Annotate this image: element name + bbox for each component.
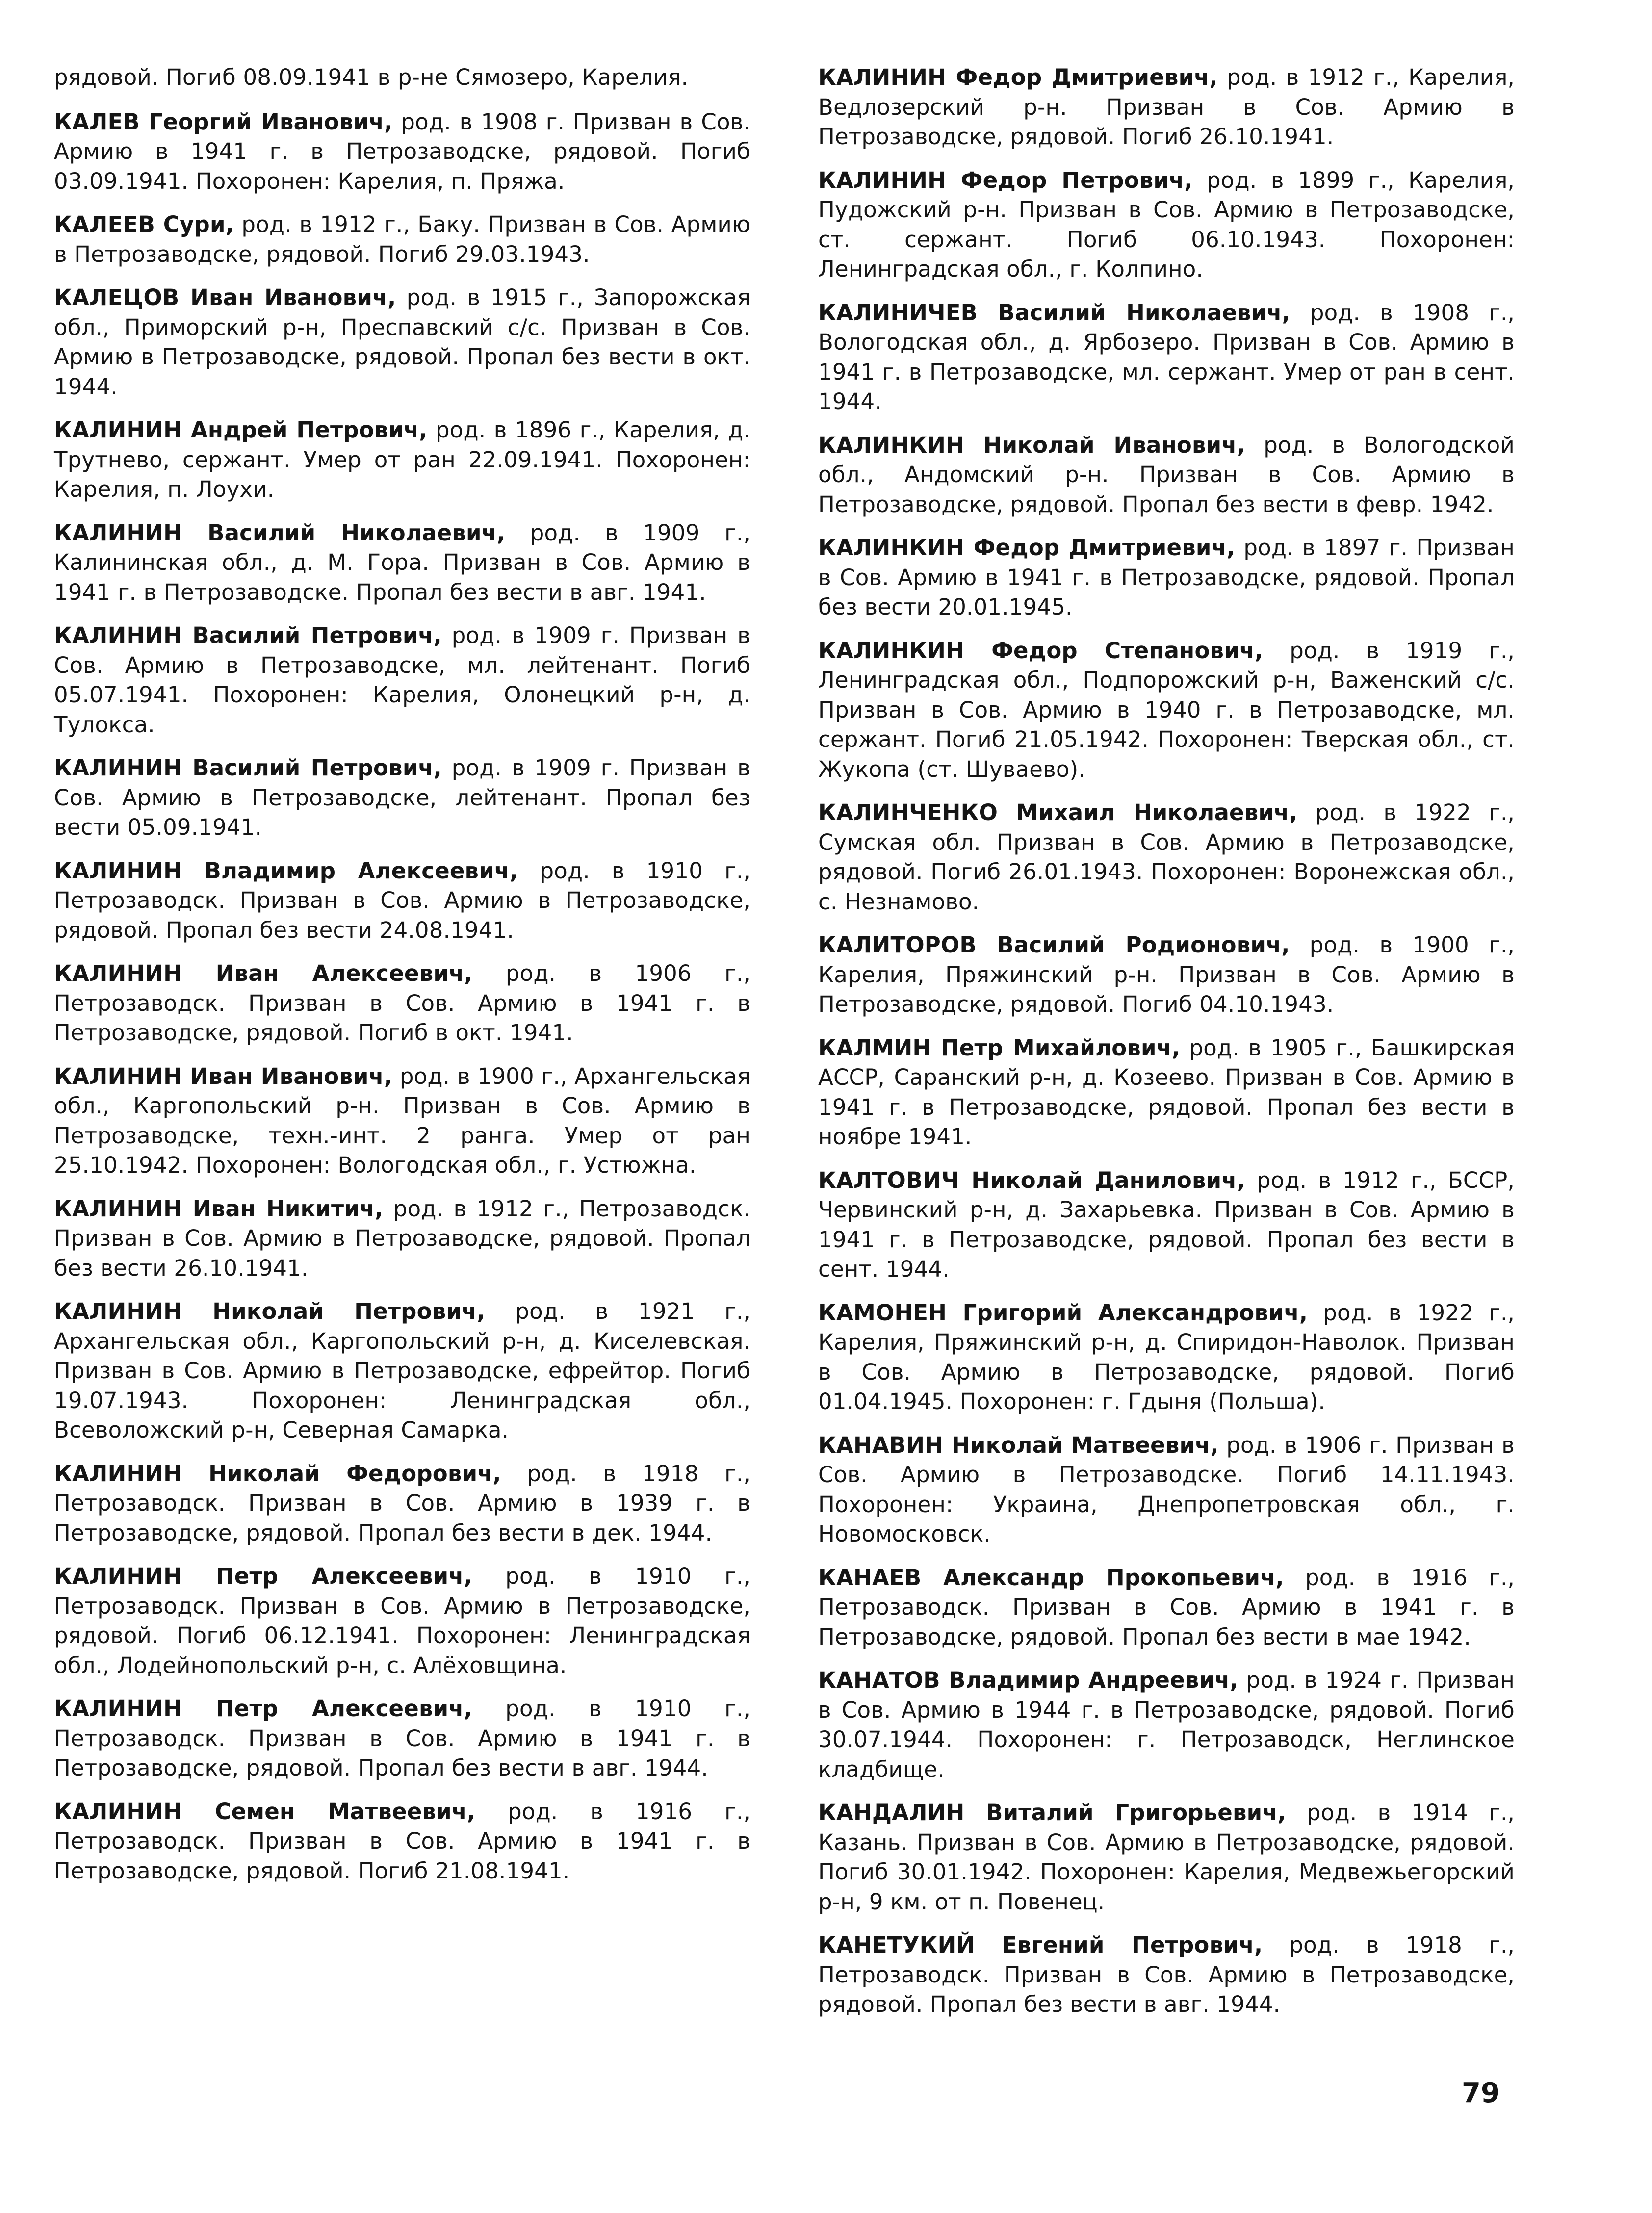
entry bbox=[818, 1298, 1515, 1417]
entry-text: род. в 1909 г., Калининская обл., д. М. Гора. Призван в Сов. Армию в 1941 г. в Петрозаводске. Пропал без вести в авг. 1941. bbox=[54, 519, 750, 605]
entry-name: КАЛТОВИЧ Николай Данилович, bbox=[818, 1167, 1245, 1193]
entry-name: КАЛИНИН Петр Алексеевич, bbox=[54, 1563, 472, 1589]
entry-text: род. в 1912 г., БССР, Червинский р-н, д. Захарьевка. Призван в Сов. Армию в 1941 г. в Петрозаводске, рядовой. Пропал без вести в сент. 1944. bbox=[818, 1167, 1515, 1282]
entry bbox=[54, 1297, 750, 1445]
entry-text: род. в 1916 г., Петрозаводск. Призван в Сов. Армию в 1941 г. в Петрозаводске, рядовой. Погиб 21.08.1941. bbox=[54, 1798, 750, 1884]
entry-name: КАЛИНИН Семен Матвеевич, bbox=[54, 1798, 476, 1825]
entry bbox=[818, 1798, 1515, 1917]
entry-text: род. в 1912 г., Карелия, Ведлозерский р-н. Призван в Сов. Армию в Петрозаводске, рядовой. Погиб 26.10.1941. bbox=[818, 64, 1515, 150]
entry-text: род. в 1910 г., Петрозаводск. Призван в Сов. Армию в 1941 г. в Петрозаводске, рядовой. Пропал без вести в авг. 1944. bbox=[54, 1696, 750, 1781]
entry bbox=[818, 63, 1515, 152]
entry bbox=[54, 210, 750, 269]
entry-name: КАЛИНИН Федор Дмитриевич, bbox=[818, 64, 1218, 90]
entry-name: КАЛЕЦОВ Иван Иванович, bbox=[54, 284, 396, 310]
entry-name: КАЛИНИН Василий Петрович, bbox=[54, 755, 442, 781]
entry-name: КАЛИНИН Иван Иванович, bbox=[54, 1063, 393, 1089]
entry-text: род. в 1922 г., Сумская обл. Призван в Сов. Армию в Петрозаводске, рядовой. Погиб 26.01.1943. Похоронен: Воронежская обл., с. Незнамово. bbox=[818, 799, 1515, 915]
entry bbox=[54, 107, 750, 197]
entry-text: род. в 1900 г., Архангельская обл., Каргопольский р-н. Призван в Сов. Армию в Петрозаводске, техн.-инт. 2 ранга. Умер от ран 25.10.1942. Похоронен: Вологодская обл., г. Устюжна. bbox=[54, 1063, 751, 1178]
entry-text: род. в 1905 г., Башкирская АССР, Саранский р-н, д. Козеево. Призван в Сов. Армию в 1941 г. в Петрозаводске, рядовой. Пропал без вести в ноябре 1941. bbox=[818, 1034, 1515, 1150]
entry-text: род. в 1906 г., Петрозаводск. Призван в Сов. Армию в 1941 г. в Петрозаводске, рядовой. Погиб в окт. 1941. bbox=[54, 960, 750, 1046]
entry bbox=[54, 1194, 750, 1284]
entry-text: род. в 1899 г., Карелия, Пудожский р-н. Призван в Сов. Армию в Петрозаводске, ст. сержант. Погиб 06.10.1943. Похоронен: Ленинградская обл., г. Колпино. bbox=[818, 167, 1515, 282]
entry-text: рядовой. Погиб 08.09.1941 в р-не Сямозеро, Карелия. bbox=[54, 64, 689, 90]
page-number: 79 bbox=[1462, 2077, 1500, 2109]
entry-name: КАЛЕВ Георгий Иванович, bbox=[54, 108, 393, 135]
entry bbox=[818, 1033, 1515, 1152]
entry-name: КАЛИНИН Николай Петрович, bbox=[54, 1298, 486, 1324]
entry-text: род. в 1916 г., Петрозаводск. Призван в Сов. Армию в 1941 г. в Петрозаводске, рядовой. Пропал без вести в мае 1942. bbox=[818, 1564, 1515, 1650]
entry-name: КАНАЕВ Александр Прокопьевич, bbox=[818, 1564, 1284, 1591]
entry-name: КАНДАЛИН Виталий Григорьевич, bbox=[818, 1800, 1286, 1826]
entry-text: род. в 1910 г., Петрозаводск. Призван в Сов. Армию в Петрозаводске, рядовой. Пропал без вести 24.08.1941. bbox=[54, 857, 750, 943]
entry-text: род. в Вологодской обл., Андомский р-н. Призван в Сов. Армию в Петрозаводске, рядовой. Пропал без вести в февр. 1942. bbox=[818, 432, 1515, 517]
entry-name: КАЛИНКИН Федор Дмитриевич, bbox=[818, 535, 1236, 561]
entry bbox=[54, 518, 750, 608]
entry-text: род. в 1924 г. Призван в Сов. Армию в 1944 г. в Петрозаводске, рядовой. Погиб 30.07.1944. Похоронен: г. Петрозаводск, Неглинское кладбище. bbox=[818, 1667, 1515, 1782]
entry-text: род. в 1918 г., Петрозаводск. Призван в Сов. Армию в 1939 г. в Петрозаводске, рядовой. Пропал без вести в дек. 1944. bbox=[54, 1460, 750, 1546]
entry-name: КАЛИНЧЕНКО Михаил Николаевич, bbox=[818, 799, 1298, 825]
entry-text: род. в 1912 г., Баку. Призван в Сов. Армию в Петрозаводске, рядовой. Погиб 29.03.1943. bbox=[54, 211, 751, 267]
left-column bbox=[54, 63, 750, 1900]
entry-name: КАНЕТУКИЙ Евгений Петрович, bbox=[818, 1932, 1263, 1958]
entry bbox=[818, 930, 1515, 1020]
entry bbox=[54, 415, 750, 505]
entry-continuation bbox=[54, 63, 750, 93]
entry bbox=[818, 1166, 1515, 1285]
entry-text: род. в 1914 г., Казань. Призван в Сов. Армию в Петрозаводске, рядовой. Погиб 30.01.1942. Похоронен: Карелия, Медвежьегорский р-н, 9 км. от п. Повенец. bbox=[818, 1800, 1515, 1915]
entry bbox=[54, 1062, 750, 1181]
entry bbox=[818, 1930, 1515, 2020]
entry-text: род. в 1921 г., Архангельская обл., Каргопольский р-н, д. Киселевская. Призван в Сов. Армию в Петрозаводске, ефрейтор. Погиб 19.07.1943. Похоронен: Ленинградская обл., Всеволожский р-н, Северная Самарка. bbox=[54, 1298, 750, 1443]
entry-text: род. в 1906 г. Призван в Сов. Армию в Петрозаводске. Погиб 14.11.1943. Похоронен: Украина, Днепропетровская обл., г. Новомосковск. bbox=[818, 1432, 1515, 1547]
entry-name: КАЛЕЕВ Сури, bbox=[54, 211, 234, 237]
entry-name: КАЛИНКИН Николай Иванович, bbox=[818, 432, 1245, 458]
entry-text: род. в 1897 г. Призван в Сов. Армию в 1941 г. в Петрозаводске, рядовой. Пропал без вести 20.01.1945. bbox=[818, 535, 1515, 620]
entry bbox=[818, 1666, 1515, 1784]
entry bbox=[818, 298, 1515, 417]
entry-name: КАЛИНИН Андрей Петрович, bbox=[54, 417, 428, 443]
entry bbox=[54, 1694, 750, 1783]
entry bbox=[54, 1562, 750, 1680]
entry-name: КАЛИНИН Николай Федорович, bbox=[54, 1460, 501, 1487]
entry-text: род. в 1908 г., Вологодская обл., д. Ярбозеро. Призван в Сов. Армию в 1941 г. в Петрозаводске, мл. сержант. Умер от ран в сент. 1944. bbox=[818, 299, 1515, 414]
entry-text: род. в 1922 г., Карелия, Пряжинский р-н, д. Спиридон-Наволок. Призван в Сов. Армию в Петрозаводске, рядовой. Погиб 01.04.1945. Похоронен: г. Гдыня (Польша). bbox=[818, 1299, 1515, 1415]
entry-name: КАЛИНИН Петр Алексеевич, bbox=[54, 1696, 472, 1722]
entry-name: КАЛИНИН Федор Петрович, bbox=[818, 167, 1193, 193]
entry bbox=[818, 1563, 1515, 1652]
entry-name: КАЛИНИН Иван Никитич, bbox=[54, 1195, 384, 1222]
entry-text: род. в 1919 г., Ленинградская обл., Подпорожский р-н, Важенский с/с. Призван в Сов. Армию в 1940 г. в Петрозаводске, мл. сержант. Погиб 21.05.1942. Похоронен: Тверская обл., ст. Жукопа (ст. Шуваево). bbox=[818, 637, 1515, 782]
entry-text: род. в 1912 г., Петрозаводск. Призван в Сов. Армию в Петрозаводске, рядовой. Пропал без вести 26.10.1941. bbox=[54, 1195, 751, 1281]
entry-text: род. в 1918 г., Петрозаводск. Призван в Сов. Армию в Петрозаводске, рядовой. Пропал без вести в авг. 1944. bbox=[818, 1932, 1515, 2017]
entry-name: КАЛИНИН Владимир Алексеевич, bbox=[54, 857, 518, 884]
entry bbox=[818, 533, 1515, 622]
entry-text: род. в 1900 г., Карелия, Пряжинский р-н. Призван в Сов. Армию в Петрозаводске, рядовой. Погиб 04.10.1943. bbox=[818, 932, 1515, 1017]
entry bbox=[818, 798, 1515, 917]
entry-name: КАЛИНИН Василий Петрович, bbox=[54, 622, 442, 648]
entry-name: КАМОНЕН Григорий Александрович, bbox=[818, 1299, 1308, 1326]
entry-name: КАЛМИН Петр Михайлович, bbox=[818, 1034, 1181, 1061]
entry-name: КАЛИНКИН Федор Степанович, bbox=[818, 637, 1264, 664]
entry-text: род. в 1908 г. Призван в Сов. Армию в 1941 г. в Петрозаводске, рядовой. Погиб 03.09.1941. Похоронен: Карелия, п. Пряжа. bbox=[54, 108, 751, 194]
entry-name: КАЛИНИН Иван Алексеевич, bbox=[54, 960, 473, 986]
entry bbox=[818, 636, 1515, 785]
entry-text: род. в 1896 г., Карелия, д. Трутнево, сержант. Умер от ран 22.09.1941. Похоронен: Карелия, п. Лоухи. bbox=[54, 417, 751, 502]
entry-text: род. в 1909 г. Призван в Сов. Армию в Петрозаводске, мл. лейтенант. Погиб 05.07.1941. Похоронен: Карелия, Олонецкий р-н, д. Тулокса. bbox=[54, 622, 750, 738]
entry bbox=[818, 431, 1515, 520]
entry bbox=[54, 1797, 750, 1886]
entry bbox=[54, 1459, 750, 1548]
entry bbox=[54, 753, 750, 843]
entry bbox=[54, 283, 750, 402]
entry bbox=[54, 856, 750, 946]
entry-name: КАЛИТОРОВ Василий Родионович, bbox=[818, 932, 1290, 958]
entry-text: род. в 1909 г. Призван в Сов. Армию в Петрозаводске, лейтенант. Пропал без вести 05.09.1941. bbox=[54, 755, 750, 840]
entry-name: КАНАВИН Николай Матвеевич, bbox=[818, 1432, 1219, 1458]
entry-name: КАЛИНИЧЕВ Василий Николаевич, bbox=[818, 299, 1291, 326]
entry-name: КАЛИНИН Василий Николаевич, bbox=[54, 519, 506, 546]
entry-text: род. в 1910 г., Петрозаводск. Призван в Сов. Армию в Петрозаводске, рядовой. Погиб 06.12.1941. Похоронен: Ленинградская обл., Лодейнопольский р-н, с. Алёховщина. bbox=[54, 1563, 750, 1678]
entry-name: КАНАТОВ Владимир Андреевич, bbox=[818, 1667, 1239, 1693]
entry bbox=[54, 621, 750, 740]
entry bbox=[54, 959, 750, 1048]
entry bbox=[818, 1431, 1515, 1549]
right-column bbox=[818, 63, 1515, 2033]
entry bbox=[818, 166, 1515, 284]
entry-text: род. в 1915 г., Запорожская обл., Приморский р-н, Преспавский с/с. Призван в Сов. Армию в Петрозаводске, рядовой. Пропал без вести в окт. 1944. bbox=[54, 284, 750, 400]
